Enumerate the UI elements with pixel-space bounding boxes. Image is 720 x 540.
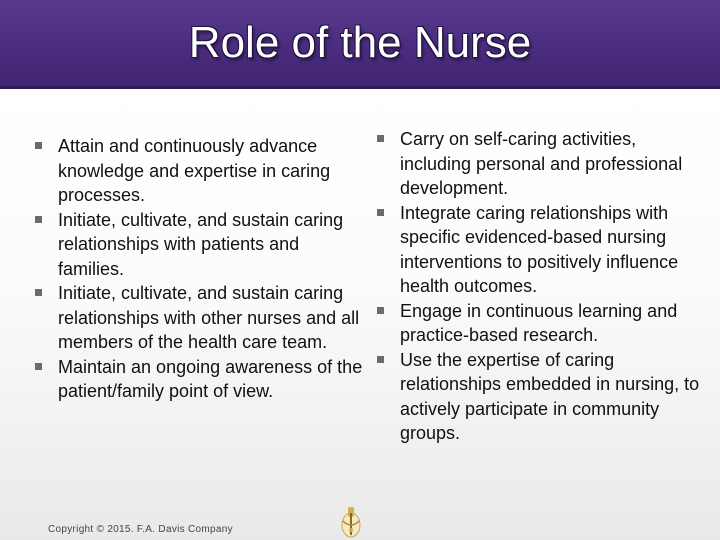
bullet-item bbox=[30, 134, 370, 208]
slide-title: Role of the Nurse bbox=[188, 18, 532, 67]
bullet-item bbox=[372, 201, 702, 299]
bullet-item bbox=[372, 127, 702, 201]
copyright-footer: Copyright © 2015. F.A. Davis Company bbox=[48, 524, 233, 535]
bullet-item bbox=[30, 281, 370, 355]
square-bullet-icon bbox=[35, 289, 42, 296]
square-bullet-icon bbox=[377, 209, 384, 216]
square-bullet-icon bbox=[377, 356, 384, 363]
bullet-text: Carry on self-caring activities, including personal and professional development. bbox=[400, 129, 683, 198]
square-bullet-icon bbox=[35, 216, 42, 223]
bullet-item bbox=[30, 355, 370, 404]
square-bullet-icon bbox=[377, 135, 384, 142]
bullet-text: Attain and continuously advance knowledge and expertise in caring processes. bbox=[58, 136, 331, 205]
bullet-item bbox=[372, 348, 702, 446]
publisher-logo-icon bbox=[337, 503, 365, 540]
bullet-text: Initiate, cultivate, and sustain caring relationships with patients and families. bbox=[58, 209, 344, 279]
bullet-text: Engage in continuous learning and practice-based research. bbox=[400, 300, 678, 345]
square-bullet-icon bbox=[377, 307, 384, 314]
square-bullet-icon bbox=[35, 142, 42, 149]
left-bullet-list bbox=[30, 134, 370, 404]
bullet-item bbox=[372, 299, 702, 348]
square-bullet-icon bbox=[35, 363, 42, 370]
bullet-text: Initiate, cultivate, and sustain caring relationships with other nurses and all members of the health care team. bbox=[58, 283, 360, 352]
right-bullet-list bbox=[372, 127, 702, 446]
bullet-text: Maintain an ongoing awareness of the patient/family point of view. bbox=[58, 356, 363, 401]
bullet-text: Use the expertise of caring relationships embedded in nursing, to actively participate in community groups. bbox=[400, 349, 700, 443]
bullet-item bbox=[30, 208, 370, 282]
bullet-text: Integrate caring relationships with specific evidenced-based nursing interventions to positively influence health outcomes. bbox=[400, 202, 679, 296]
title-bar bbox=[0, 0, 720, 89]
